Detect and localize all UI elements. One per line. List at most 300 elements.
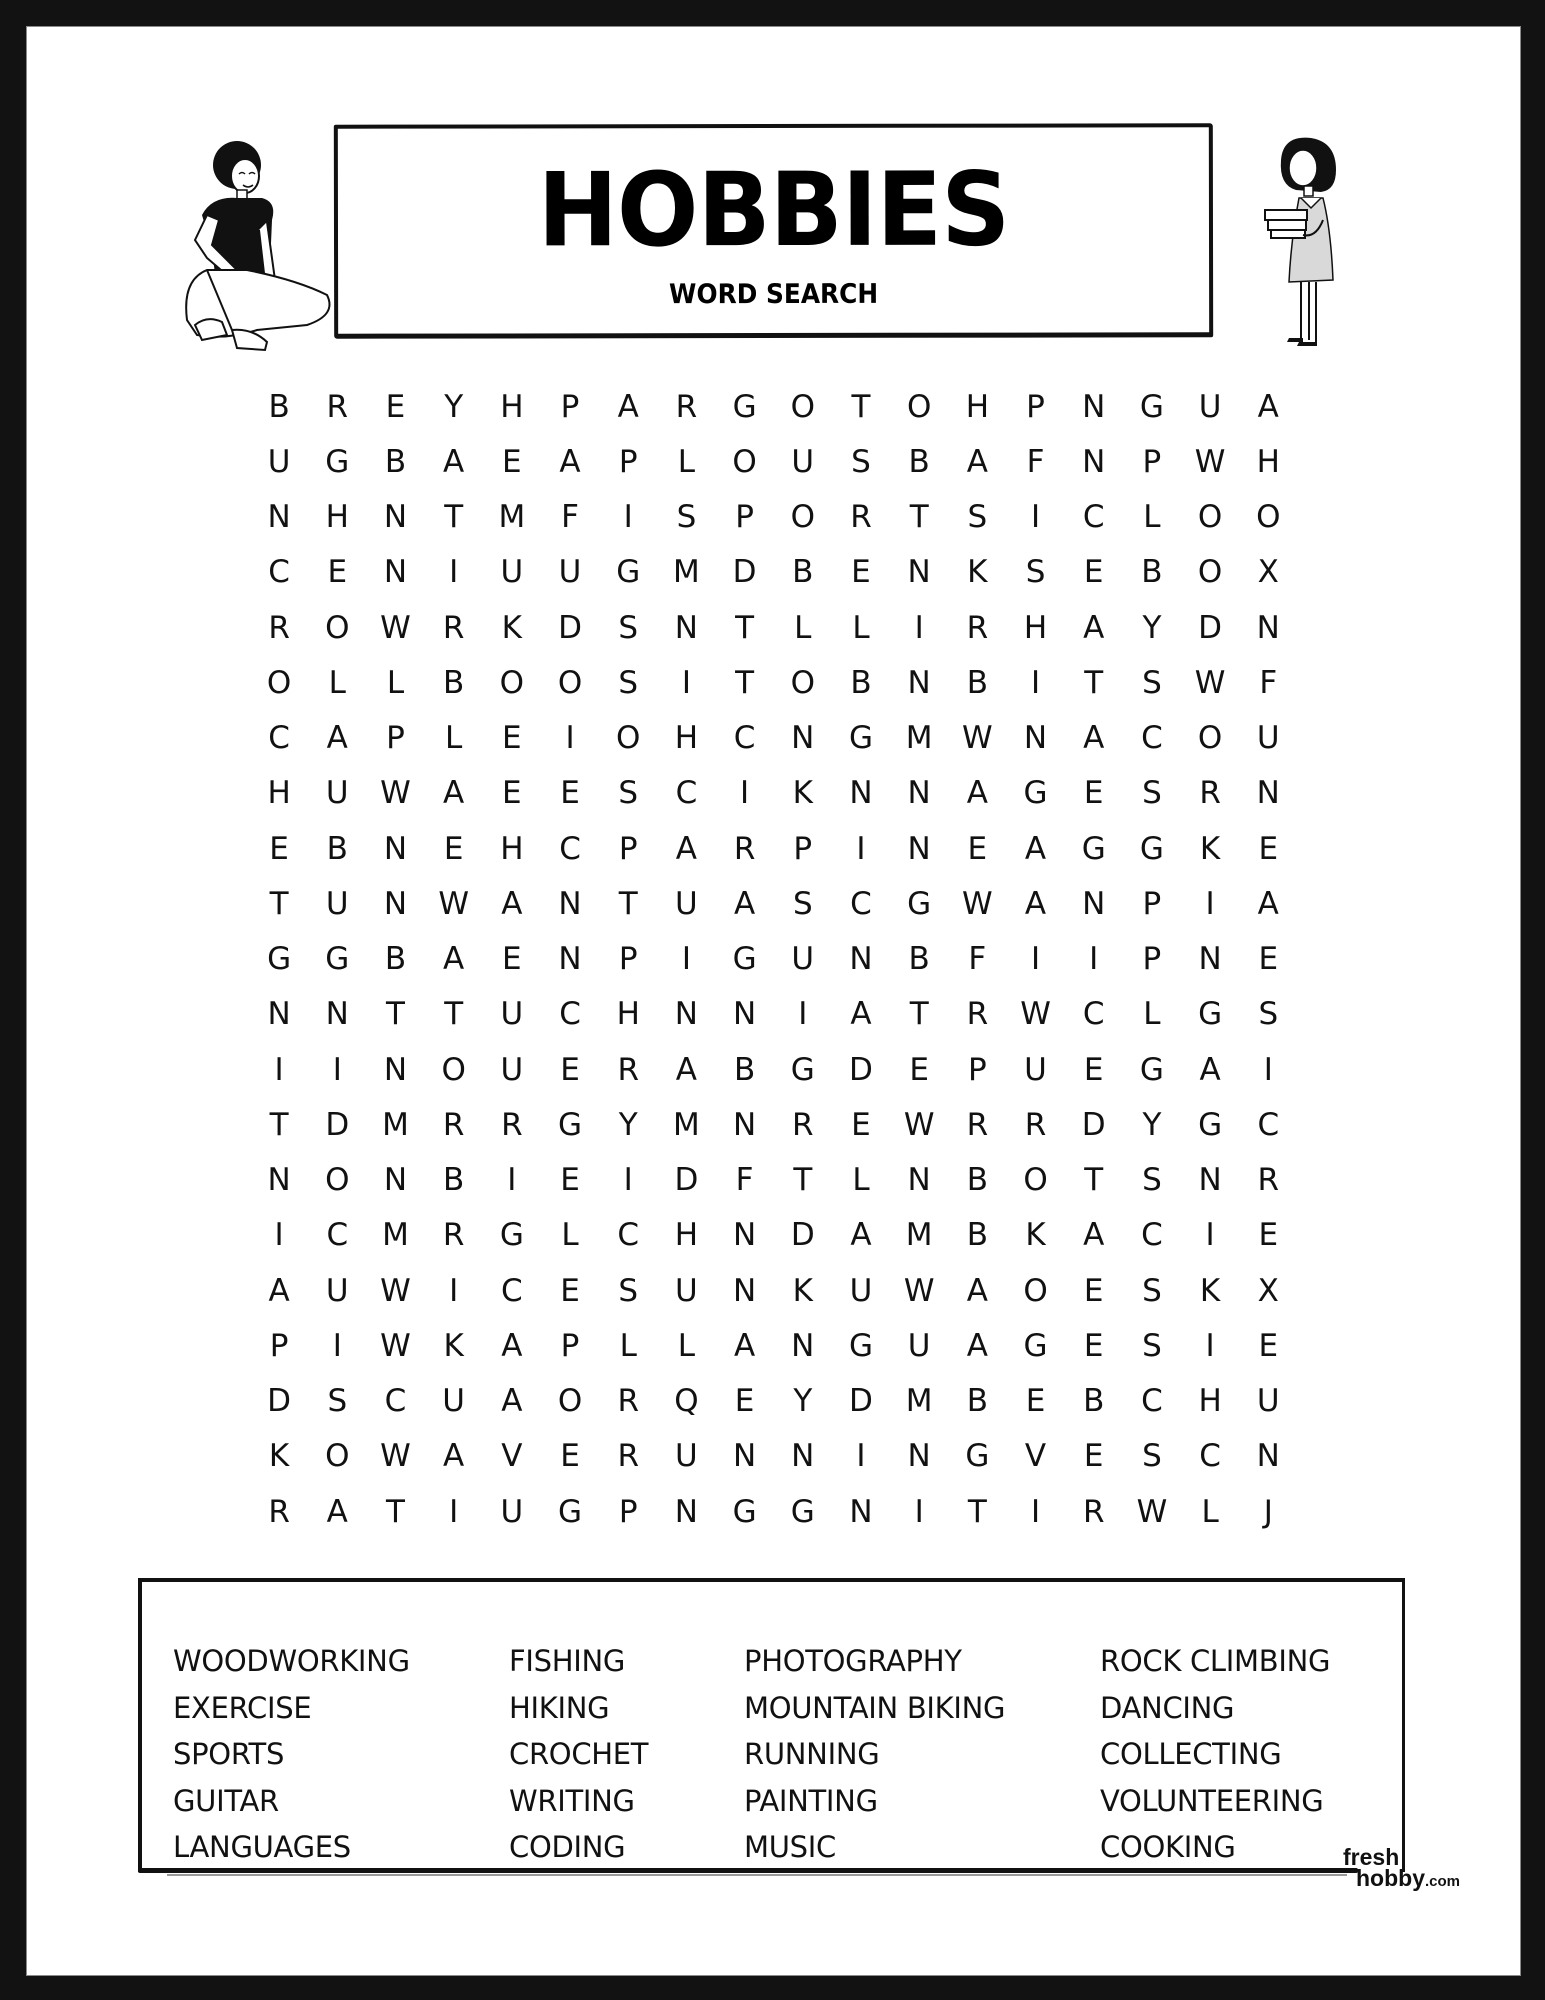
grid-letter: I xyxy=(449,1272,459,1309)
grid-row xyxy=(250,490,1310,545)
grid-letter: P xyxy=(1142,941,1162,978)
word-item: CROCHET xyxy=(509,1737,649,1771)
grid-letter: D xyxy=(558,609,582,646)
grid-letter: I xyxy=(740,775,750,812)
grid-letter: N xyxy=(849,941,873,978)
grid-letter: M xyxy=(905,720,933,757)
grid-letter: N xyxy=(907,554,931,591)
grid-letter: A xyxy=(966,775,988,812)
grid-letter: A xyxy=(443,1438,465,1475)
grid-letter: U xyxy=(907,1327,931,1364)
grid-letter: N xyxy=(791,720,815,757)
grid-row xyxy=(250,1429,1310,1484)
grid-letter: O xyxy=(325,1438,350,1475)
word-item: VOLUNTEERING xyxy=(1100,1783,1324,1818)
page-title: HOBBIES xyxy=(537,150,1010,271)
grid-letter: Y xyxy=(444,388,464,425)
grid-row xyxy=(250,932,1310,987)
grid-letter: G xyxy=(732,1493,757,1530)
grid-letter: N xyxy=(732,996,757,1033)
grid-letter: Y xyxy=(618,1106,638,1143)
grid-letter: R xyxy=(792,1106,814,1143)
grid-letter: E xyxy=(851,1106,871,1143)
grid-letter: A xyxy=(559,443,581,480)
grid-letter: W xyxy=(380,775,411,812)
grid-letter: C xyxy=(675,775,698,812)
grid-letter: E xyxy=(385,388,406,425)
grid-letter: N xyxy=(558,941,582,978)
word-item: COLLECTING xyxy=(1100,1737,1282,1771)
grid-letter: A xyxy=(268,1272,290,1309)
grid-letter: C xyxy=(617,1217,640,1254)
grid-letter: T xyxy=(735,664,755,701)
grid-letter: P xyxy=(1142,885,1162,922)
grid-letter: N xyxy=(325,996,349,1033)
grid-letter: S xyxy=(676,499,697,536)
grid-letter: K xyxy=(967,554,988,591)
grid-letter: I xyxy=(565,720,575,757)
grid-letter: E xyxy=(1258,830,1279,867)
grid-row xyxy=(250,379,1310,434)
grid-letter: R xyxy=(268,609,290,646)
grid-letter: R xyxy=(617,1051,639,1088)
grid-letter: L xyxy=(445,720,463,757)
grid-letter: X xyxy=(1257,554,1279,591)
letter-grid xyxy=(250,379,1310,1539)
grid-letter: P xyxy=(618,941,638,978)
grid-letter: L xyxy=(1201,1493,1219,1530)
title-box xyxy=(334,123,1213,339)
grid-letter: E xyxy=(560,1051,580,1088)
grid-letter: M xyxy=(673,1106,700,1143)
word-box-bottom-border xyxy=(138,1868,1358,1873)
grid-letter: J xyxy=(1263,1493,1273,1530)
grid-letter: N xyxy=(383,1162,408,1199)
grid-letter: B xyxy=(966,664,988,701)
freshhobby-logo xyxy=(1343,1846,1493,1906)
grid-letter: A xyxy=(1024,885,1047,922)
grid-letter: W xyxy=(1194,664,1226,701)
grid-letter: I xyxy=(914,1493,924,1530)
grid-letter: B xyxy=(384,941,407,978)
grid-letter: C xyxy=(1141,720,1163,757)
grid-letter: H xyxy=(674,720,699,757)
grid-letter: R xyxy=(966,1106,989,1143)
grid-letter: E xyxy=(851,554,871,591)
grid-letter: N xyxy=(674,609,698,646)
grid-letter: L xyxy=(386,664,405,701)
grid-letter: O xyxy=(1256,499,1281,536)
grid-letter: P xyxy=(793,830,813,867)
grid-letter: A xyxy=(1083,609,1105,646)
grid-letter: T xyxy=(386,996,405,1033)
grid-letter: T xyxy=(851,388,871,425)
grid-letter: I xyxy=(681,941,691,978)
grid-letter: O xyxy=(1197,720,1223,757)
grid-letter: T xyxy=(386,1493,405,1530)
grid-letter: S xyxy=(618,775,639,812)
grid-letter: D xyxy=(732,554,757,591)
grid-letter: E xyxy=(1083,1272,1104,1309)
grid-letter: O xyxy=(325,1162,350,1199)
grid-letter: N xyxy=(1082,885,1106,922)
grid-letter: O xyxy=(732,443,757,480)
grid-letter: R xyxy=(1257,1162,1280,1199)
grid-letter: G xyxy=(267,941,292,978)
worksheet-page xyxy=(26,26,1521,1976)
grid-letter: I xyxy=(1263,1051,1273,1088)
grid-letter: T xyxy=(444,499,464,536)
grid-letter: K xyxy=(792,1272,813,1309)
grid-letter: I xyxy=(1089,941,1099,978)
grid-letter: G xyxy=(1198,1106,1223,1143)
grid-letter: I xyxy=(449,554,459,591)
grid-letter: O xyxy=(616,720,641,757)
grid-letter: R xyxy=(850,499,872,536)
grid-letter: R xyxy=(442,609,465,646)
grid-letter: T xyxy=(269,1106,289,1143)
grid-letter: N xyxy=(791,1327,815,1364)
grid-letter: E xyxy=(560,1438,580,1475)
grid-letter: N xyxy=(849,1493,873,1530)
grid-letter: B xyxy=(1083,1383,1105,1420)
grid-letter: C xyxy=(1082,996,1105,1033)
grid-letter: A xyxy=(1083,1217,1105,1254)
grid-letter: G xyxy=(325,941,350,978)
grid-letter: K xyxy=(1025,1217,1046,1254)
grid-letter: U xyxy=(325,1272,349,1309)
word-item: ROCK CLIMBING xyxy=(1100,1644,1331,1678)
grid-letter: M xyxy=(905,1217,933,1254)
grid-letter: E xyxy=(327,554,348,591)
grid-letter: P xyxy=(560,1327,580,1364)
grid-letter: U xyxy=(325,775,349,812)
grid-letter: I xyxy=(1030,499,1041,536)
grid-letter: D xyxy=(849,1051,873,1088)
grid-letter: I xyxy=(681,664,691,701)
grid-letter: C xyxy=(733,720,756,757)
grid-letter: E xyxy=(734,1383,755,1420)
grid-letter: C xyxy=(268,720,290,757)
grid-letter: Y xyxy=(1142,1106,1162,1143)
grid-letter: A xyxy=(326,720,348,757)
grid-letter: O xyxy=(441,1051,466,1088)
grid-letter: A xyxy=(443,443,465,480)
grid-letter: P xyxy=(386,720,405,757)
grid-letter: U xyxy=(791,443,815,480)
grid-letter: L xyxy=(328,664,346,701)
grid-letter: G xyxy=(558,1493,583,1530)
grid-letter: P xyxy=(618,443,638,480)
grid-letter: E xyxy=(560,1162,580,1199)
grid-letter: I xyxy=(507,1162,517,1199)
grid-letter: G xyxy=(1023,1327,1048,1364)
grid-letter: G xyxy=(1198,996,1223,1033)
grid-row xyxy=(250,600,1310,655)
grid-letter: A xyxy=(1257,388,1279,425)
grid-letter: I xyxy=(274,1051,284,1088)
grid-letter: E xyxy=(1083,775,1104,812)
grid-letter: N xyxy=(907,1162,931,1199)
grid-letter: I xyxy=(623,1162,633,1199)
grid-letter: S xyxy=(1142,1272,1162,1309)
logo-hobby-text: hobby xyxy=(1356,1865,1425,1891)
grid-letter: B xyxy=(268,388,290,425)
grid-letter: U xyxy=(267,443,291,480)
grid-letter: E xyxy=(502,941,522,978)
grid-letter: N xyxy=(383,1051,408,1088)
word-item: FISHING xyxy=(509,1644,626,1678)
grid-letter: I xyxy=(914,609,924,646)
grid-letter: N xyxy=(1198,1162,1222,1199)
grid-letter: W xyxy=(438,885,469,922)
grid-letter: S xyxy=(792,885,813,922)
grid-letter: E xyxy=(1083,554,1104,591)
grid-letter: R xyxy=(966,996,989,1033)
grid-letter: N xyxy=(732,1272,757,1309)
grid-letter: C xyxy=(384,1383,407,1420)
grid-letter: P xyxy=(269,1327,289,1364)
grid-letter: B xyxy=(326,830,348,867)
grid-letter: T xyxy=(618,885,638,922)
grid-letter: E xyxy=(1083,1051,1104,1088)
logo-suffix: .com xyxy=(1425,1873,1461,1890)
grid-letter: N xyxy=(383,554,408,591)
grid-letter: N xyxy=(674,1493,698,1530)
grid-letter: N xyxy=(383,830,408,867)
grid-letter: W xyxy=(903,1106,935,1143)
grid-letter: I xyxy=(1205,1327,1215,1364)
grid-letter: T xyxy=(909,996,929,1033)
grid-row xyxy=(250,1153,1310,1208)
grid-letter: C xyxy=(850,885,872,922)
grid-letter: T xyxy=(909,499,929,536)
grid-letter: E xyxy=(443,830,464,867)
grid-letter: S xyxy=(618,609,639,646)
grid-letter: E xyxy=(1258,1217,1279,1254)
grid-letter: P xyxy=(735,499,754,536)
grid-letter: H xyxy=(500,830,524,867)
grid-letter: E xyxy=(502,720,522,757)
grid-letter: E xyxy=(967,830,988,867)
grid-letter: G xyxy=(1139,388,1164,425)
grid-letter: T xyxy=(444,996,464,1033)
grid-letter: S xyxy=(1142,1162,1162,1199)
grid-letter: A xyxy=(966,443,988,480)
grid-letter: G xyxy=(848,720,873,757)
grid-letter: D xyxy=(1081,1106,1106,1143)
grid-row xyxy=(250,876,1310,931)
grid-letter: O xyxy=(790,499,815,536)
grid-letter: E xyxy=(1083,1327,1104,1364)
grid-letter: L xyxy=(852,609,870,646)
word-item: LANGUAGES xyxy=(173,1830,351,1864)
word-column-1 xyxy=(173,1638,410,1871)
grid-letter: W xyxy=(1194,443,1226,480)
grid-letter: W xyxy=(380,1327,411,1364)
grid-letter: W xyxy=(380,1272,411,1309)
word-column-4 xyxy=(1100,1638,1330,1871)
grid-letter: S xyxy=(1142,775,1162,812)
grid-letter: O xyxy=(1023,1272,1048,1309)
grid-letter: N xyxy=(674,996,698,1033)
grid-letter: A xyxy=(850,1217,872,1254)
grid-letter: G xyxy=(1139,830,1164,867)
grid-letter: T xyxy=(967,1493,987,1530)
grid-letter: D xyxy=(325,1106,350,1143)
grid-letter: P xyxy=(1026,388,1045,425)
grid-letter: U xyxy=(1256,720,1280,757)
grid-letter: P xyxy=(1142,443,1162,480)
grid-letter: E xyxy=(560,775,580,812)
grid-row xyxy=(250,434,1310,489)
grid-letter: A xyxy=(501,885,523,922)
page-subtitle: WORD SEARCH xyxy=(669,278,879,311)
grid-letter: P xyxy=(618,1493,638,1530)
grid-letter: N xyxy=(558,885,582,922)
grid-row xyxy=(250,1042,1310,1097)
grid-letter: F xyxy=(1026,443,1045,480)
grid-row xyxy=(250,821,1310,876)
grid-letter: O xyxy=(266,664,292,701)
grid-letter: R xyxy=(442,1217,465,1254)
grid-row xyxy=(250,766,1310,821)
grid-letter: C xyxy=(1141,1383,1163,1420)
word-item: COOKING xyxy=(1100,1830,1236,1864)
grid-letter: N xyxy=(1198,941,1222,978)
grid-letter: A xyxy=(675,830,698,867)
grid-letter: O xyxy=(499,664,525,701)
grid-letter: C xyxy=(1141,1217,1163,1254)
word-item: SPORTS xyxy=(173,1737,285,1771)
grid-letter: S xyxy=(618,664,639,701)
grid-letter: E xyxy=(502,775,522,812)
grid-letter: U xyxy=(500,996,524,1033)
grid-letter: T xyxy=(735,609,755,646)
grid-letter: S xyxy=(1142,1327,1162,1364)
grid-letter: N xyxy=(1082,388,1106,425)
grid-row xyxy=(250,987,1310,1042)
grid-letter: A xyxy=(966,1272,988,1309)
grid-letter: L xyxy=(1143,996,1161,1033)
grid-letter: S xyxy=(1142,664,1162,701)
grid-letter: D xyxy=(849,1383,873,1420)
grid-letter: C xyxy=(501,1272,523,1309)
grid-row xyxy=(250,1097,1310,1152)
grid-letter: S xyxy=(1025,554,1046,591)
grid-letter: I xyxy=(856,1438,866,1475)
grid-letter: A xyxy=(966,1327,988,1364)
grid-letter: A xyxy=(733,885,756,922)
grid-letter: K xyxy=(501,609,523,646)
grid-letter: O xyxy=(1197,499,1223,536)
grid-letter: G xyxy=(499,1217,524,1254)
grid-letter: D xyxy=(267,1383,292,1420)
grid-letter: R xyxy=(675,388,698,425)
grid-letter: C xyxy=(1257,1106,1280,1143)
grid-letter: U xyxy=(849,1272,873,1309)
grid-letter: V xyxy=(501,1438,523,1475)
grid-letter: I xyxy=(1030,664,1041,701)
grid-letter: W xyxy=(903,1272,935,1309)
grid-letter: M xyxy=(905,1383,933,1420)
grid-letter: N xyxy=(1023,720,1048,757)
grid-letter: G xyxy=(790,1051,815,1088)
grid-letter: E xyxy=(1083,1438,1104,1475)
grid-letter: W xyxy=(380,609,411,646)
grid-letter: B xyxy=(966,1162,988,1199)
grid-letter: T xyxy=(793,1162,813,1199)
grid-letter: C xyxy=(326,1217,349,1254)
grid-letter: N xyxy=(267,1162,291,1199)
grid-letter: G xyxy=(907,885,932,922)
grid-letter: M xyxy=(673,554,700,591)
grid-letter: O xyxy=(1023,1162,1048,1199)
grid-letter: A xyxy=(1083,720,1105,757)
grid-letter: X xyxy=(1257,1272,1279,1309)
grid-letter: E xyxy=(909,1051,929,1088)
grid-letter: H xyxy=(1198,1383,1222,1420)
grid-letter: B xyxy=(443,664,465,701)
grid-letter: C xyxy=(268,554,290,591)
word-item: WOODWORKING xyxy=(173,1644,410,1678)
grid-letter: A xyxy=(443,941,465,978)
grid-letter: G xyxy=(1081,830,1106,867)
grid-letter: K xyxy=(443,1327,464,1364)
grid-row xyxy=(250,655,1310,710)
grid-letter: C xyxy=(559,830,581,867)
grid-letter: A xyxy=(733,1327,756,1364)
grid-letter: G xyxy=(790,1493,815,1530)
grid-letter: B xyxy=(966,1217,988,1254)
grid-letter: N xyxy=(1256,609,1280,646)
grid-letter: O xyxy=(790,664,815,701)
grid-letter: S xyxy=(618,1272,639,1309)
word-list-box xyxy=(138,1578,1405,1872)
grid-letter: G xyxy=(325,443,350,480)
grid-letter: L xyxy=(1143,499,1161,536)
grid-letter: N xyxy=(1082,443,1106,480)
grid-letter: H xyxy=(325,499,349,536)
grid-letter: H xyxy=(1023,609,1048,646)
grid-letter: O xyxy=(557,664,583,701)
grid-letter: N xyxy=(907,775,931,812)
word-item: DANCING xyxy=(1100,1690,1235,1725)
grid-letter: Y xyxy=(793,1383,813,1420)
grid-letter: R xyxy=(617,1383,639,1420)
boy-sitting-illustration xyxy=(167,130,337,360)
grid-letter: A xyxy=(850,996,872,1033)
word-item: MOUNTAIN BIKING xyxy=(744,1690,1006,1725)
grid-letter: G xyxy=(1023,775,1048,812)
grid-letter: R xyxy=(617,1438,639,1475)
grid-letter: M xyxy=(498,499,526,536)
grid-letter: H xyxy=(965,388,989,425)
grid-letter: U xyxy=(500,1051,524,1088)
grid-letter: O xyxy=(790,388,815,425)
grid-letter: L xyxy=(794,609,812,646)
grid-letter: A xyxy=(443,775,465,812)
word-item: PHOTOGRAPHY xyxy=(744,1644,962,1678)
grid-letter: O xyxy=(325,609,350,646)
grid-letter: U xyxy=(500,1493,524,1530)
grid-letter: R xyxy=(1024,1106,1047,1143)
grid-letter: O xyxy=(906,388,932,425)
grid-letter: S xyxy=(851,443,871,480)
grid-letter: I xyxy=(332,1051,342,1088)
grid-letter: A xyxy=(675,1051,698,1088)
grid-letter: G xyxy=(965,1438,990,1475)
